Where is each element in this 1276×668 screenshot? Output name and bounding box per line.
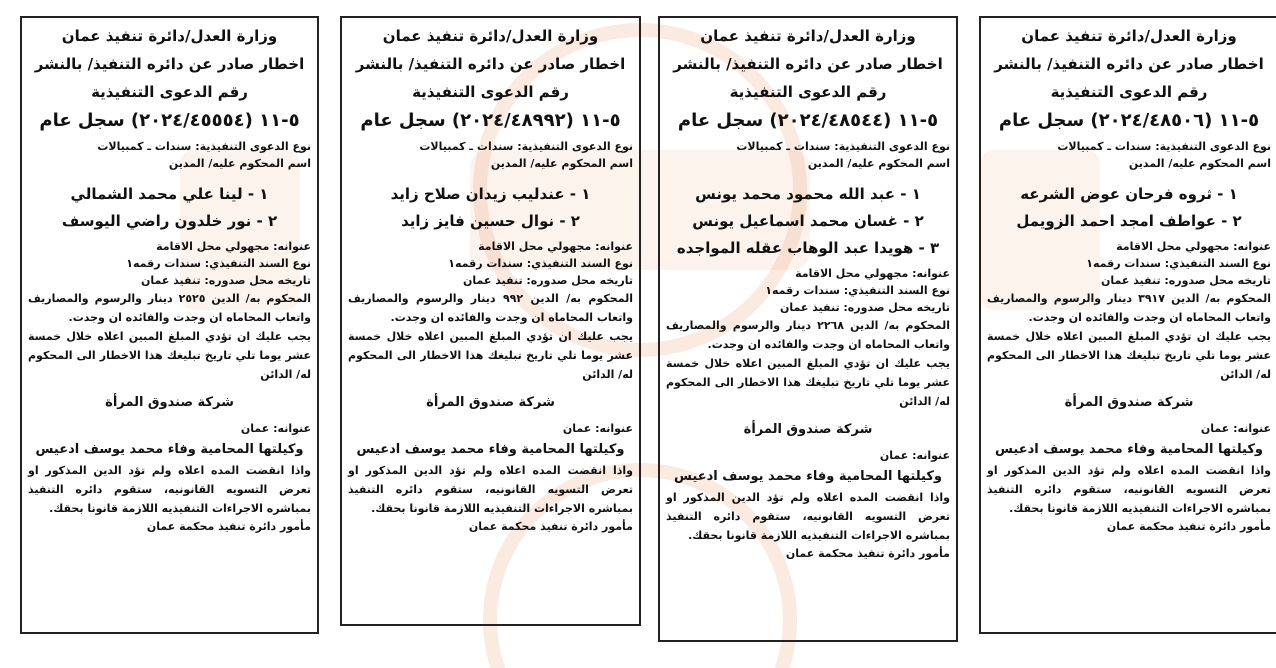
creditor-company: شركة صندوق المرأة	[426, 395, 555, 410]
company-address: عنوانه: عمان	[240, 422, 311, 435]
notice-header: اخطار صادر عن دائره التنفيذ/ بالنشر	[673, 55, 943, 73]
signature: مأمور دائرة تنفيذ محكمة عمان	[785, 547, 950, 560]
ministry-header: وزارة العدل/دائرة تنفيذ عمان	[61, 27, 278, 45]
instrument-type: نوع السند التنفيذي: سندات رقمه١	[126, 257, 311, 270]
debtor-label: اسم المحكوم عليه/ المدين	[807, 157, 950, 170]
company-address: عنوانه: عمان	[562, 422, 633, 435]
payment-text: يجب عليك ان تؤدي المبلغ المبين اعلاه خلال خمسة عشر يوما تلي تاريخ تبليغك هذا الاخطار الى المحكوم له/ الدائن	[28, 330, 311, 381]
case-number-label: رقم الدعوى التنفيذية	[729, 83, 887, 101]
case-type: نوع الدعوى التنفيذية: سندات ـ كمبيالات	[736, 140, 950, 153]
closing-text: واذا انقضت المده اعلاه ولم تؤد الدين المذكور او تعرض التسويه القانونيه، ستقوم دائره التنفيذ بمباشره الاجراءات التنفيذيه اللازمة قانونا بحقك.	[666, 491, 950, 542]
debtor-name-2: ٢ - عواطف امجد احمد الزويمل	[1016, 212, 1242, 230]
debtor-address: عنوانه: مجهولي محل الاقامة	[1116, 240, 1271, 253]
debtor-name-3: ٣ - هويدا عبد الوهاب عقله المواجده	[676, 239, 940, 257]
case-number: ٥-١١ (٢٠٢٤/٤٨٥٠٦) سجل عام	[998, 110, 1260, 131]
lawyer-name: وكيلتها المحامية وفاء محمد يوسف ادعيس	[674, 469, 942, 484]
debtor-name-1: ١ - ثروه فرحان عوض الشرعه	[1020, 185, 1238, 203]
notice-header: اخطار صادر عن دائره التنفيذ/ بالنشر	[34, 55, 305, 73]
instrument-type: نوع السند التنفيذي: سندات رقمه١	[1086, 257, 1271, 270]
instrument-type: نوع السند التنفيذي: سندات رقمه١	[765, 284, 950, 297]
case-type: نوع الدعوى التنفيذية: سندات ـ كمبيالات	[419, 140, 633, 153]
issue-place: تاريخه محل صدوره: تنفيذ عمان	[462, 274, 633, 287]
lawyer-name: وكيلتها المحامية وفاء محمد يوسف ادعيس	[995, 442, 1263, 457]
debtor-label: اسم المحكوم عليه/ المدين	[490, 157, 633, 170]
amount-text: المحكوم به/ الدين ٣٩١٧ دينار والرسوم والمصاريف واتعاب المحاماه ان وجدت والفائده ان وجدت.	[987, 292, 1271, 324]
ministry-header: وزارة العدل/دائرة تنفيذ عمان	[700, 27, 916, 45]
case-number: ٥-١١ (٢٠٢٤/٤٥٥٥٤) سجل عام	[39, 110, 300, 131]
ministry-header: وزارة العدل/دائرة تنفيذ عمان	[382, 27, 599, 45]
case-type: نوع الدعوى التنفيذية: سندات ـ كمبيالات	[1057, 140, 1271, 153]
instrument-type: نوع السند التنفيذي: سندات رقمه١	[448, 257, 633, 270]
signature: مأمور دائرة تنفيذ محكمة عمان	[146, 520, 311, 533]
company-address: عنوانه: عمان	[1200, 422, 1271, 435]
payment-text: يجب عليك ان تؤدي المبلغ المبين اعلاه خلال خمسة عشر يوما تلي تاريخ تبليغك هذا الاخطار الى المحكوم له/ الدائن	[987, 330, 1271, 381]
lawyer-name: وكيلتها المحامية وفاء محمد يوسف ادعيس	[35, 442, 304, 457]
debtor-name-2: ٢ - نوال حسين فايز زايد	[401, 212, 580, 230]
ministry-header: وزارة العدل/دائرة تنفيذ عمان	[1021, 27, 1237, 45]
debtor-name-2: ٢ - نور خلدون راضي اليوسف	[61, 212, 278, 230]
signature: مأمور دائرة تنفيذ محكمة عمان	[1106, 520, 1271, 533]
debtor-address: عنوانه: مجهولي محل الاقامة	[795, 267, 950, 280]
amount-text: المحكوم به/ الدين ٢٥٢٥ دينار والرسوم والمصاريف واتعاب المحاماه ان وجدت والفائده ان وجدت.	[28, 292, 311, 324]
company-address: عنوانه: عمان	[879, 449, 950, 462]
issue-place: تاريخه محل صدوره: تنفيذ عمان	[1100, 274, 1271, 287]
case-type: نوع الدعوى التنفيذية: سندات ـ كمبيالات	[97, 140, 311, 153]
case-number: ٥-١١ (٢٠٢٤/٤٨٩٩٢) سجل عام	[360, 110, 621, 131]
amount-text: المحكوم به/ الدين ٢٢٦٨ دينار والرسوم والمصاريف واتعاب المحاماه ان وجدت والفائده ان وجدت.	[666, 319, 950, 351]
closing-text: واذا انقضت المده اعلاه ولم تؤد الدين المذكور او تعرض التسويه القانونيه، ستقوم دائره التنفيذ بمباشره الاجراءات التنفيذيه اللازمة قانونا بحقك.	[987, 464, 1271, 515]
lawyer-name: وكيلتها المحامية وفاء محمد يوسف ادعيس	[356, 442, 625, 457]
notice-header: اخطار صادر عن دائره التنفيذ/ بالنشر	[994, 55, 1264, 73]
debtor-label: اسم المحكوم عليه/ المدين	[1128, 157, 1271, 170]
debtor-name-2: ٢ - غسان محمد اسماعيل يونس	[692, 212, 924, 230]
case-number: ٥-١١ (٢٠٢٤/٤٨٥٤٤) سجل عام	[677, 110, 939, 131]
notice-header: اخطار صادر عن دائره التنفيذ/ بالنشر	[355, 55, 626, 73]
creditor-company: شركة صندوق المرأة	[105, 395, 234, 410]
debtor-name-1: ١ - لينا علي محمد الشمالي	[70, 185, 269, 203]
debtor-name-1: ١ - عندليب زيدان صلاح زايد	[390, 185, 591, 203]
closing-text: واذا انقضت المده اعلاه ولم تؤد الدين المذكور او تعرض التسويه القانونيه، ستقوم دائره التنفيذ بمباشره الاجراءات التنفيذيه اللازمة قانونا بحقك.	[28, 464, 311, 515]
creditor-company: شركة صندوق المرأة	[1064, 395, 1194, 410]
notice-column-2	[340, 16, 641, 626]
case-number-label: رقم الدعوى التنفيذية	[91, 83, 248, 101]
debtor-address: عنوانه: مجهولي محل الاقامة	[478, 240, 633, 253]
debtor-name-1: ١ - عبد الله محمود محمد يونس	[695, 185, 921, 203]
notice-column-1	[20, 16, 319, 634]
payment-text: يجب عليك ان تؤدي المبلغ المبين اعلاه خلال خمسة عشر يوما تلي تاريخ تبليغك هذا الاخطار الى المحكوم له/ الدائن	[666, 357, 950, 408]
notice-column-3	[658, 16, 958, 642]
debtor-address: عنوانه: مجهولي محل الاقامة	[156, 240, 311, 253]
payment-text: يجب عليك ان تؤدي المبلغ المبين اعلاه خلال خمسة عشر يوما تلي تاريخ تبليغك هذا الاخطار الى المحكوم له/ الدائن	[348, 330, 633, 381]
closing-text: واذا انقضت المده اعلاه ولم تؤد الدين المذكور او تعرض التسويه القانونيه، ستقوم دائره التنفيذ بمباشره الاجراءات التنفيذيه اللازمة قانونا بحقك.	[348, 464, 633, 515]
amount-text: المحكوم به/ الدين ٩٩٢ دينار والرسوم والمصاريف واتعاب المحاماه ان وجدت والفائده ان وجدت.	[348, 292, 633, 324]
issue-place: تاريخه محل صدوره: تنفيذ عمان	[779, 301, 950, 314]
issue-place: تاريخه محل صدوره: تنفيذ عمان	[140, 274, 311, 287]
notice-column-4	[979, 16, 1276, 634]
creditor-company: شركة صندوق المرأة	[743, 422, 873, 437]
case-number-label: رقم الدعوى التنفيذية	[1050, 83, 1208, 101]
signature: مأمور دائرة تنفيذ محكمة عمان	[468, 520, 633, 533]
case-number-label: رقم الدعوى التنفيذية	[412, 83, 569, 101]
debtor-label: اسم المحكوم عليه/ المدين	[168, 157, 311, 170]
